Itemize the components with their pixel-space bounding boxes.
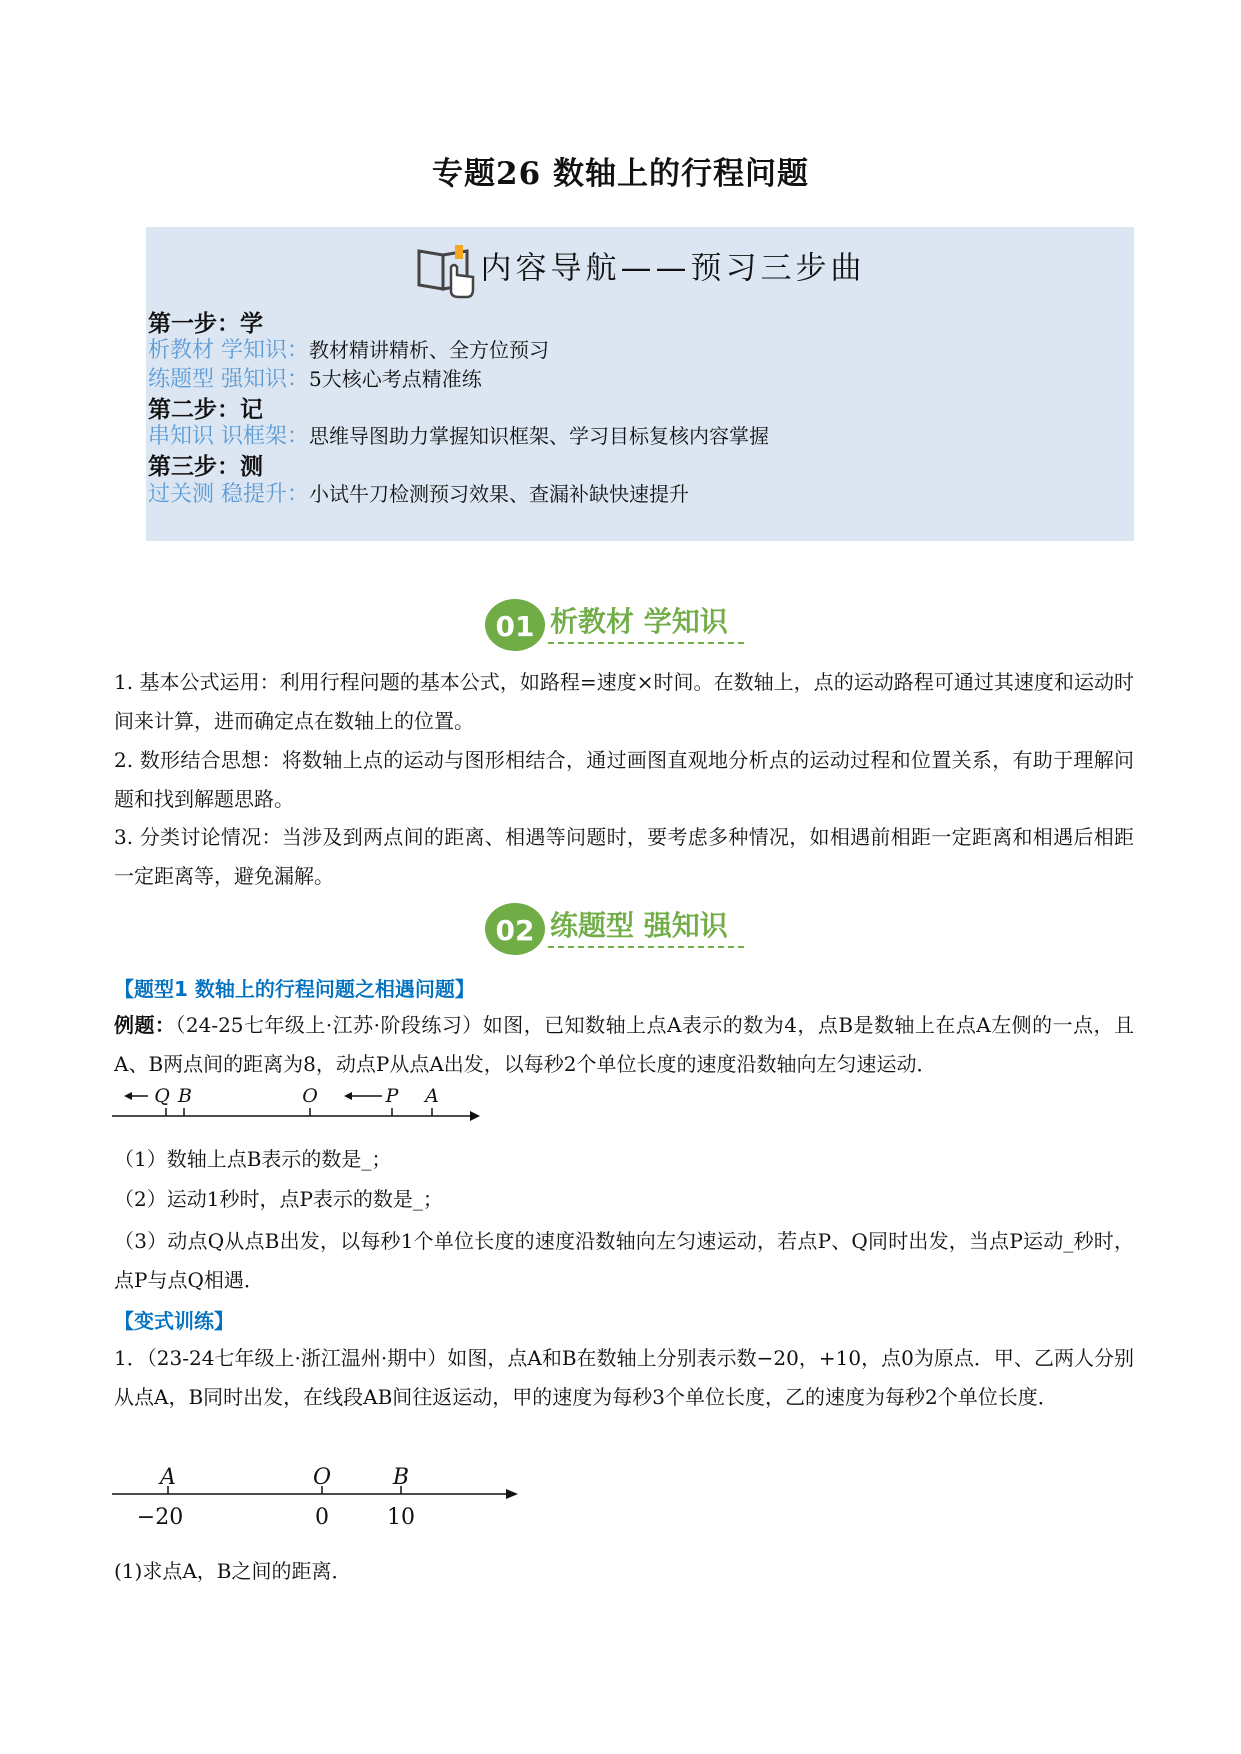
knowledge-item: 3. 分类讨论情况：当涉及到两点间的距离、相遇等问题时，要考虑多种情况，如相遇前相距一定距离和相遇后相距一定距离等，避免漏解。 xyxy=(114,825,1134,888)
example-question-1: （1）数轴上点B表示的数是_； xyxy=(114,1147,392,1171)
nav-line: 第二步：记 xyxy=(148,397,263,423)
content-navigation-box xyxy=(146,227,1134,541)
section-underline xyxy=(548,946,744,948)
variant-question-1: (1)求点A，B之间的距离． xyxy=(114,1559,352,1583)
section-header-02 xyxy=(484,898,784,958)
book-hand-icon xyxy=(415,241,477,299)
knowledge-item: 2. 数形结合思想：将数轴上点的运动与图形相结合，通过画图直观地分析点的运动过程和位置关系，有助于理解问题和找到解题思路。 xyxy=(114,748,1134,811)
svg-text:02: 02 xyxy=(495,914,535,947)
point-label-a: A xyxy=(160,1465,176,1490)
example-text: 例题：（24-25七年级上·江苏·阶段练习）如图，已知数轴上点A表示的数为4，点B是数轴上在点A左侧的一点，且A、B两点间的距离为8，动点P从点A出发，以每秒2个单位长度的速度沿数轴向左匀速运动． xyxy=(114,1013,1134,1076)
section-header-01 xyxy=(484,594,784,654)
nav-line: 练题型 强知识：5大核心考点精准练 xyxy=(148,367,482,392)
nav-line: 第一步：学 xyxy=(148,311,263,337)
nav-heading xyxy=(146,241,1134,299)
section-number-badge xyxy=(484,598,546,652)
point-label-p: P xyxy=(385,1085,399,1107)
point-label-b: B xyxy=(392,1465,410,1490)
point-label-a: A xyxy=(425,1085,439,1107)
nav-line: 串知识 识框架：思维导图助力掌握知识框架、学习目标复核内容掌握 xyxy=(148,424,769,449)
question-type-heading: 【题型1 数轴上的行程问题之相遇问题】 xyxy=(114,977,475,1001)
section-underline xyxy=(548,642,744,644)
number-line-figure-2 xyxy=(110,1464,520,1536)
variant-training-heading: 【变式训练】 xyxy=(114,1309,234,1333)
section-title: 练题型 强知识 xyxy=(550,909,728,942)
variant-problem-text: 1．（23-24七年级上·浙江温州·期中）如图，点A和B在数轴上分别表示数−20，+10，点0为原点．甲、乙两人分别从点A，B同时出发，在线段AB间往返运动，甲的速度为每秒3个单位长度，乙的速度为每秒2个单位长度． xyxy=(114,1346,1134,1409)
nav-heading-text: 内容导航——预习三步曲 xyxy=(480,250,866,287)
knowledge-item: 1. 基本公式运用：利用行程问题的基本公式，如路程=速度×时间。在数轴上，点的运动路程可通过其速度和运动时间来计算，进而确定点在数轴上的位置。 xyxy=(114,670,1134,733)
example-question-2: （2）运动1秒时，点P表示的数是_； xyxy=(114,1187,443,1211)
tick-value: 0 xyxy=(315,1505,329,1530)
nav-line: 第三步：测 xyxy=(148,454,263,480)
section-number-badge xyxy=(484,902,546,956)
example-question-3: （3）动点Q从点B出发，以每秒1个单位长度的速度沿数轴向左匀速运动，若点P、Q同时出发，当点P运动_秒时，点P与点Q相遇． xyxy=(114,1229,1134,1292)
tick-value: 10 xyxy=(387,1505,415,1530)
point-label-o: O xyxy=(302,1085,318,1107)
tick-value: −20 xyxy=(136,1505,184,1530)
point-label-o: O xyxy=(312,1465,332,1490)
nav-line: 析教材 学知识：教材精讲精析、全方位预习 xyxy=(148,338,549,363)
point-label-q: Q xyxy=(154,1085,170,1107)
section-title: 析教材 学知识 xyxy=(550,605,728,638)
number-line-figure-1 xyxy=(110,1082,480,1128)
nav-line: 过关测 稳提升：小试牛刀检测预习效果、查漏补缺快速提升 xyxy=(148,482,689,507)
svg-text:01: 01 xyxy=(495,610,535,643)
page-title: 专题26 数轴上的行程问题 xyxy=(432,156,809,192)
point-label-b: B xyxy=(178,1085,192,1107)
